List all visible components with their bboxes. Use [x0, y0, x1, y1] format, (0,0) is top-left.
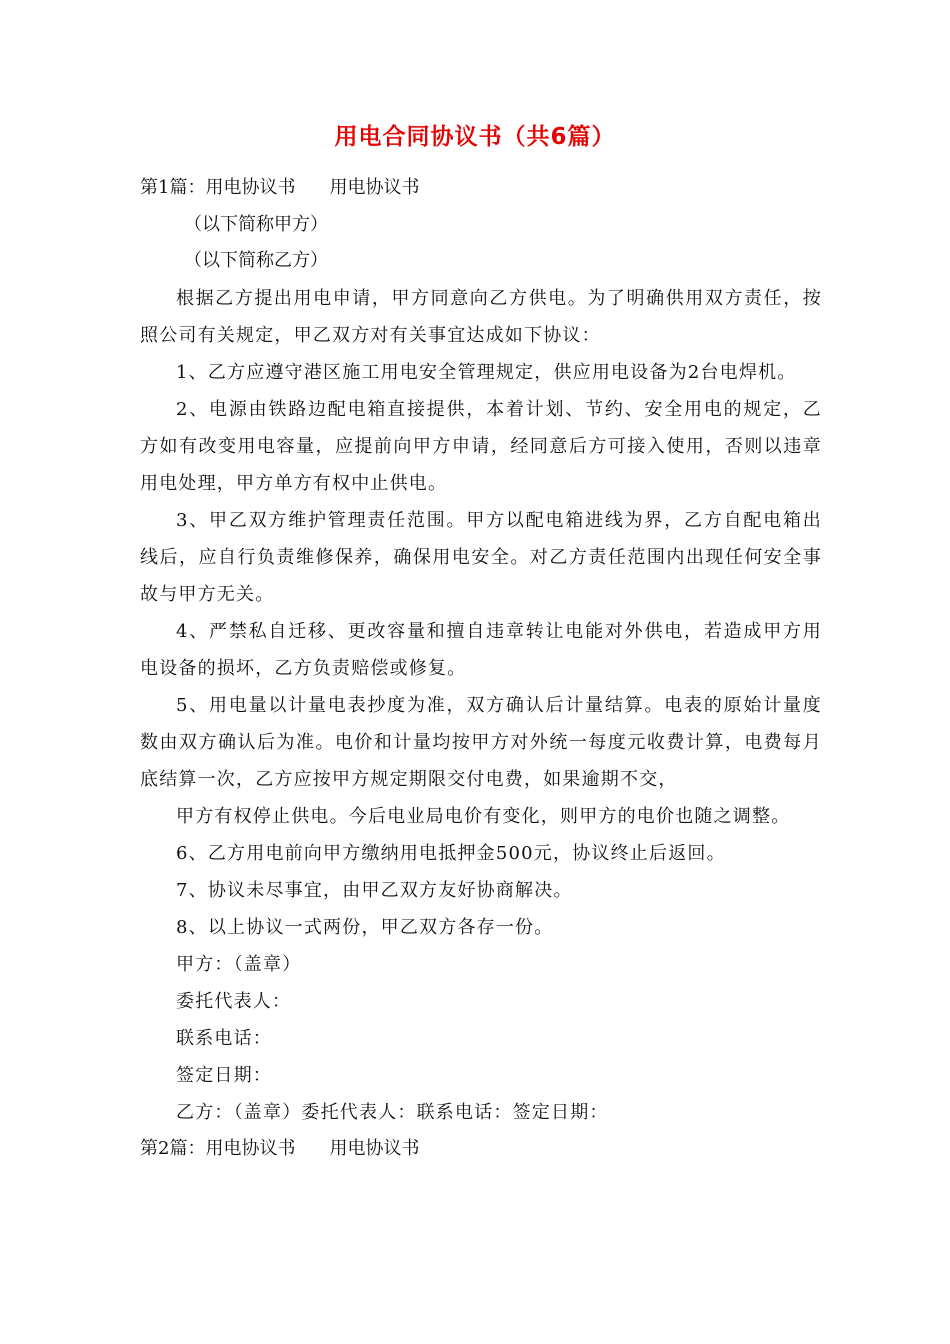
clause-4: 4、严禁私自迁移、更改容量和擅自违章转让电能对外供电，若造成甲方用电设备的损坏，乙方负责赔偿或修复。: [140, 620, 822, 679]
document-title: 用电合同协议书（共6篇）: [334, 124, 616, 150]
signature-representative: 委托代表人：: [176, 990, 292, 1012]
party-a-note: （以下简称甲方）: [184, 213, 328, 235]
section-1-heading-number: 第1篇：用电协议书: [140, 177, 296, 198]
clause-2: 2、电源由铁路边配电箱直接提供，本着计划、节约、安全用电的规定，乙方如有改变用电容量，应提前向甲方申请，经同意后方可接入使用，否则以违章用电处理，甲方单方有权中止供电。: [140, 398, 822, 494]
signature-party-a: 甲方：（盖章）: [176, 953, 302, 975]
clause-3: 3、甲乙双方维护管理责任范围。甲方以配电箱进线为界，乙方自配电箱出线后，应自行负责维修保养，确保用电安全。对乙方责任范围内出现任何安全事故与甲方无关。: [140, 509, 822, 605]
clause-5-continuation: 甲方有权停止供电。今后电业局电价有变化，则甲方的电价也随之调整。: [176, 805, 791, 827]
clause-5: 5、用电量以计量电表抄度为准，双方确认后计量结算。电表的原始计量度数由双方确认后为准。电价和计量均按甲方对外统一每度元收费计算，电费每月底结算一次，乙方应按甲方规定期限交付电费，如果逾期不交，: [140, 694, 822, 790]
clause-1: 1、乙方应遵守港区施工用电安全管理规定，供应用电设备为2台电焊机。: [176, 361, 797, 383]
section-1-heading: [140, 170, 822, 207]
signature-party-b: 乙方：（盖章）委托代表人：联系电话：签定日期：: [176, 1101, 609, 1123]
signature-date: 签定日期：: [176, 1064, 272, 1086]
signature-phone: 联系电话：: [176, 1027, 272, 1049]
clause-6: 6、乙方用电前向甲方缴纳用电抵押金500元，协议终止后返回。: [176, 842, 726, 864]
clause-7: 7、协议未尽事宜，由甲乙双方友好协商解决。: [176, 879, 573, 901]
intro-paragraph: 根据乙方提出用电申请，甲方同意向乙方供电。为了明确供用双方责任，按照公司有关规定，甲乙双方对有关事宜达成如下协议：: [140, 287, 822, 346]
section-2-heading-subtitle: 用电协议书: [329, 1137, 420, 1159]
clause-8: 8、以上协议一式两份，甲乙双方各存一份。: [176, 916, 554, 938]
section-2-heading-number: 第2篇：用电协议书: [140, 1137, 296, 1159]
party-b-note: （以下简称乙方）: [184, 250, 328, 271]
document-body: [140, 170, 822, 1167]
section-2-heading: [140, 1131, 822, 1168]
section-1-heading-subtitle: 用电协议书: [329, 177, 420, 198]
